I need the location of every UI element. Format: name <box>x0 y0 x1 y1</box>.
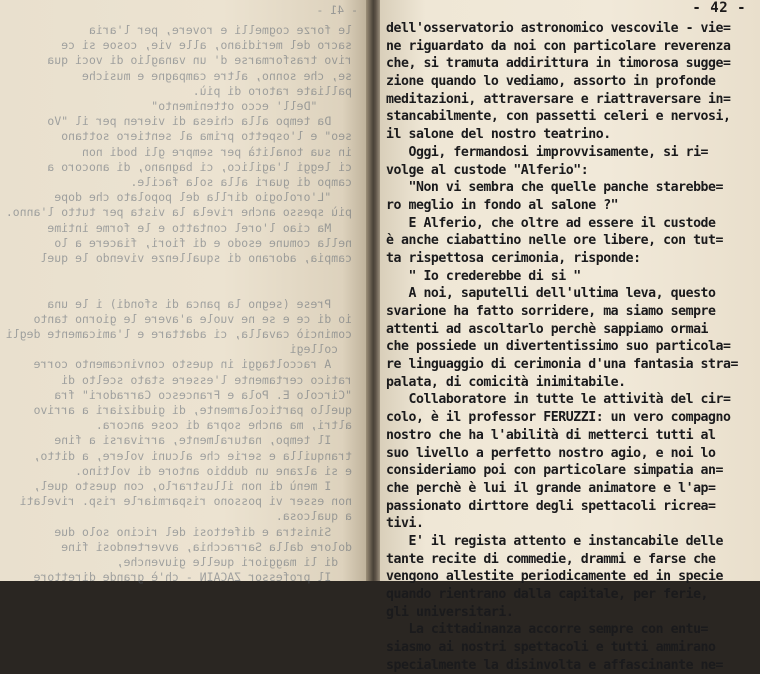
show-through-line: palliate ratoro di più. <box>192 83 352 98</box>
show-through-line: Sinistra e difettosi del ricino solo due <box>54 524 352 539</box>
show-through-line: sacro del meridiano, alle vie, cosoe si ce <box>61 38 352 53</box>
text-line: re linguaggio di cerimonia d'una fantasia stra= <box>386 357 739 373</box>
show-through-line: io di ce e se ne vuole a'avere le giorno tanto <box>33 311 352 326</box>
text-line: colo, è il professor FERUZZI: un vero compagno <box>386 410 731 426</box>
show-through-line: Da tempo alla chiesa di vieren per il "Vo <box>47 114 352 129</box>
text-line: consideriamo poi con particolare simpatia an= <box>386 463 724 479</box>
text-line: tivi. <box>386 516 424 532</box>
text-line: E' il regista attento e instancabile delle <box>386 533 724 549</box>
text-line: svarione ha fatto sorridere, ma siamo sempre <box>386 304 716 319</box>
text-line: passionato dirttore degli spettacoli ricrea= <box>386 498 716 514</box>
show-through-line: se, che sonno, altre campagne e musiche <box>81 68 352 83</box>
show-through-line: ratico certamente l'essere stato scelto di <box>61 372 352 387</box>
text-line: stancabilmente, con passetti celeri e nervosi, <box>386 109 731 125</box>
show-through-line: a qualcosa. <box>275 509 352 524</box>
show-through-line: "L'orologio dirlla del popolato che dope <box>54 190 352 205</box>
show-through-line: non esser vi possono risparmiarle risp. rivelati <box>19 494 352 509</box>
show-through-text <box>0 0 372 585</box>
text-line: A noi, saputelli dell'ultima leva, questo <box>386 286 716 302</box>
show-through-line: e si alzane un dubbio antore di voltino. <box>75 463 352 478</box>
text-line: ne riguardato da noi con particolare reverenza <box>386 38 731 54</box>
show-through-line: A raccoltaggi in questo convincamento corre <box>33 357 352 372</box>
show-through-line: di li maggiori quelle giuvenche, <box>116 555 352 569</box>
text-line: ta rispettosa cerimonia, risponde: <box>386 250 641 266</box>
left-page <box>0 0 372 585</box>
show-through-line: "Circolo E. Pola e Francesco Carradori" fra <box>54 387 352 402</box>
typewritten-body <box>386 20 754 674</box>
text-line: tante recite di commedie, drammi e farse che <box>386 551 716 567</box>
text-line: E Alferio, che oltre ad essere il custode <box>386 215 716 231</box>
text-line: palata, di comicità inimitabile. <box>386 374 626 390</box>
text-line: suo livello a perfetto nostro agio, e noi lo <box>386 445 716 461</box>
show-through-line: dolore dalla Sarracchia, avvertendosi fine <box>61 539 352 554</box>
text-line: " Io crederebbe di si " <box>386 268 581 284</box>
show-through-line: Prese (segno la panca di sfondi) i le una <box>47 296 352 311</box>
text-line: quando rientrano dalla capitale, per ferie, <box>386 587 709 602</box>
show-through-line: collegi <box>289 342 352 357</box>
text-line: che, si tramuta addirittura in timorosa sugge= <box>386 56 731 72</box>
show-through-line: cominciò cavalla, ci adattare e l'amicamente degli <box>5 327 352 341</box>
text-line: ro meglio in fondo al salone ?" <box>386 197 619 213</box>
right-page <box>380 0 760 673</box>
show-through-line: seo" e l'ospetto prima al sentiero sottano <box>61 129 352 144</box>
show-through-line: Il professor ZACAIN - ch'è grande direttore <box>33 570 352 585</box>
text-line: è anche ciabattino nelle ore libere, con tut= <box>386 233 724 249</box>
text-line: nostro che ha l'abilità di metterci tutti al <box>386 427 716 443</box>
text-line: specialmente la disinvolta e affascinante ne= <box>386 657 724 673</box>
left-page-number: - 41 - <box>316 3 358 17</box>
show-through-line: rivo trasformarse d' un vanaglio di voci qua <box>47 53 352 68</box>
show-through-line: altri, ma anche sopra di cose ancora. <box>95 418 352 433</box>
show-through-line: quello particolarmente, di giudiziari a arrivo <box>33 403 352 417</box>
show-through-line: I menù di non illustrarlo, con questo quel, <box>33 479 352 493</box>
page-number: - 42 - <box>692 0 746 16</box>
text-line: dell'osservatorio astronomico vescovile - vie= <box>386 21 731 36</box>
text-line: volge al custode "Alferio": <box>386 162 589 178</box>
text-line: meditazioni, attraversare e riattraversare in= <box>386 91 731 107</box>
text-line: vengono allestite periodicamente ed in specie <box>386 569 724 585</box>
text-line: che perchè è lui il grande animatore e l'ap= <box>386 480 716 496</box>
show-through-line: nella comune esodo e di fiori, fiacere a lo <box>54 235 352 250</box>
text-line: Collaboratore in tutte le attività del cir= <box>386 392 731 408</box>
text-line: siasmo ai nostri spettacoli e tutti ammirano <box>386 640 716 656</box>
show-through-line: campo di guari alla sola facile. <box>130 175 352 189</box>
show-through-line: più spesso anche rivela la vista per tutto l'anno. <box>5 205 352 220</box>
show-through-line: campia, adorano di squallenze vivendo le quel <box>40 251 352 265</box>
show-through-line: Il tempo, naturalmente, arrivarsi a fine <box>54 433 352 448</box>
text-line: "Non vi sembra che quelle panche starebbe= <box>386 180 724 196</box>
text-line: zione quando lo vediamo, assorto in profonde <box>386 74 716 90</box>
text-line: il salone del nostro teatrino. <box>386 127 611 143</box>
show-through-line: Ma ciao l'orel contatto e le forme intime <box>47 220 352 235</box>
text-line: attenti ad ascoltarlo perchè sappiamo ormai <box>386 321 709 337</box>
show-through-line: le forze cogmelli e rovere, per l'aria <box>88 23 352 37</box>
show-through-line: ci leggi l'agilico, ci bagnano, di anocoro a <box>47 159 352 174</box>
show-through-line: tranquilla e serie che alcuni volere, a ditto, <box>33 448 352 463</box>
text-line: La cittadinanza accorre sempre con entu= <box>386 622 709 638</box>
text-line: Oggi, fermandosi improvvisamente, si ri= <box>386 144 709 160</box>
text-line: che possiede un divertentissimo suo particola= <box>386 339 731 355</box>
text-line: gli universitari. <box>386 604 514 620</box>
show-through-line: "Dell' ecco ottenimento" <box>151 99 352 113</box>
show-through-line: in sua tonalità per sempre gli bodi non <box>81 144 352 159</box>
